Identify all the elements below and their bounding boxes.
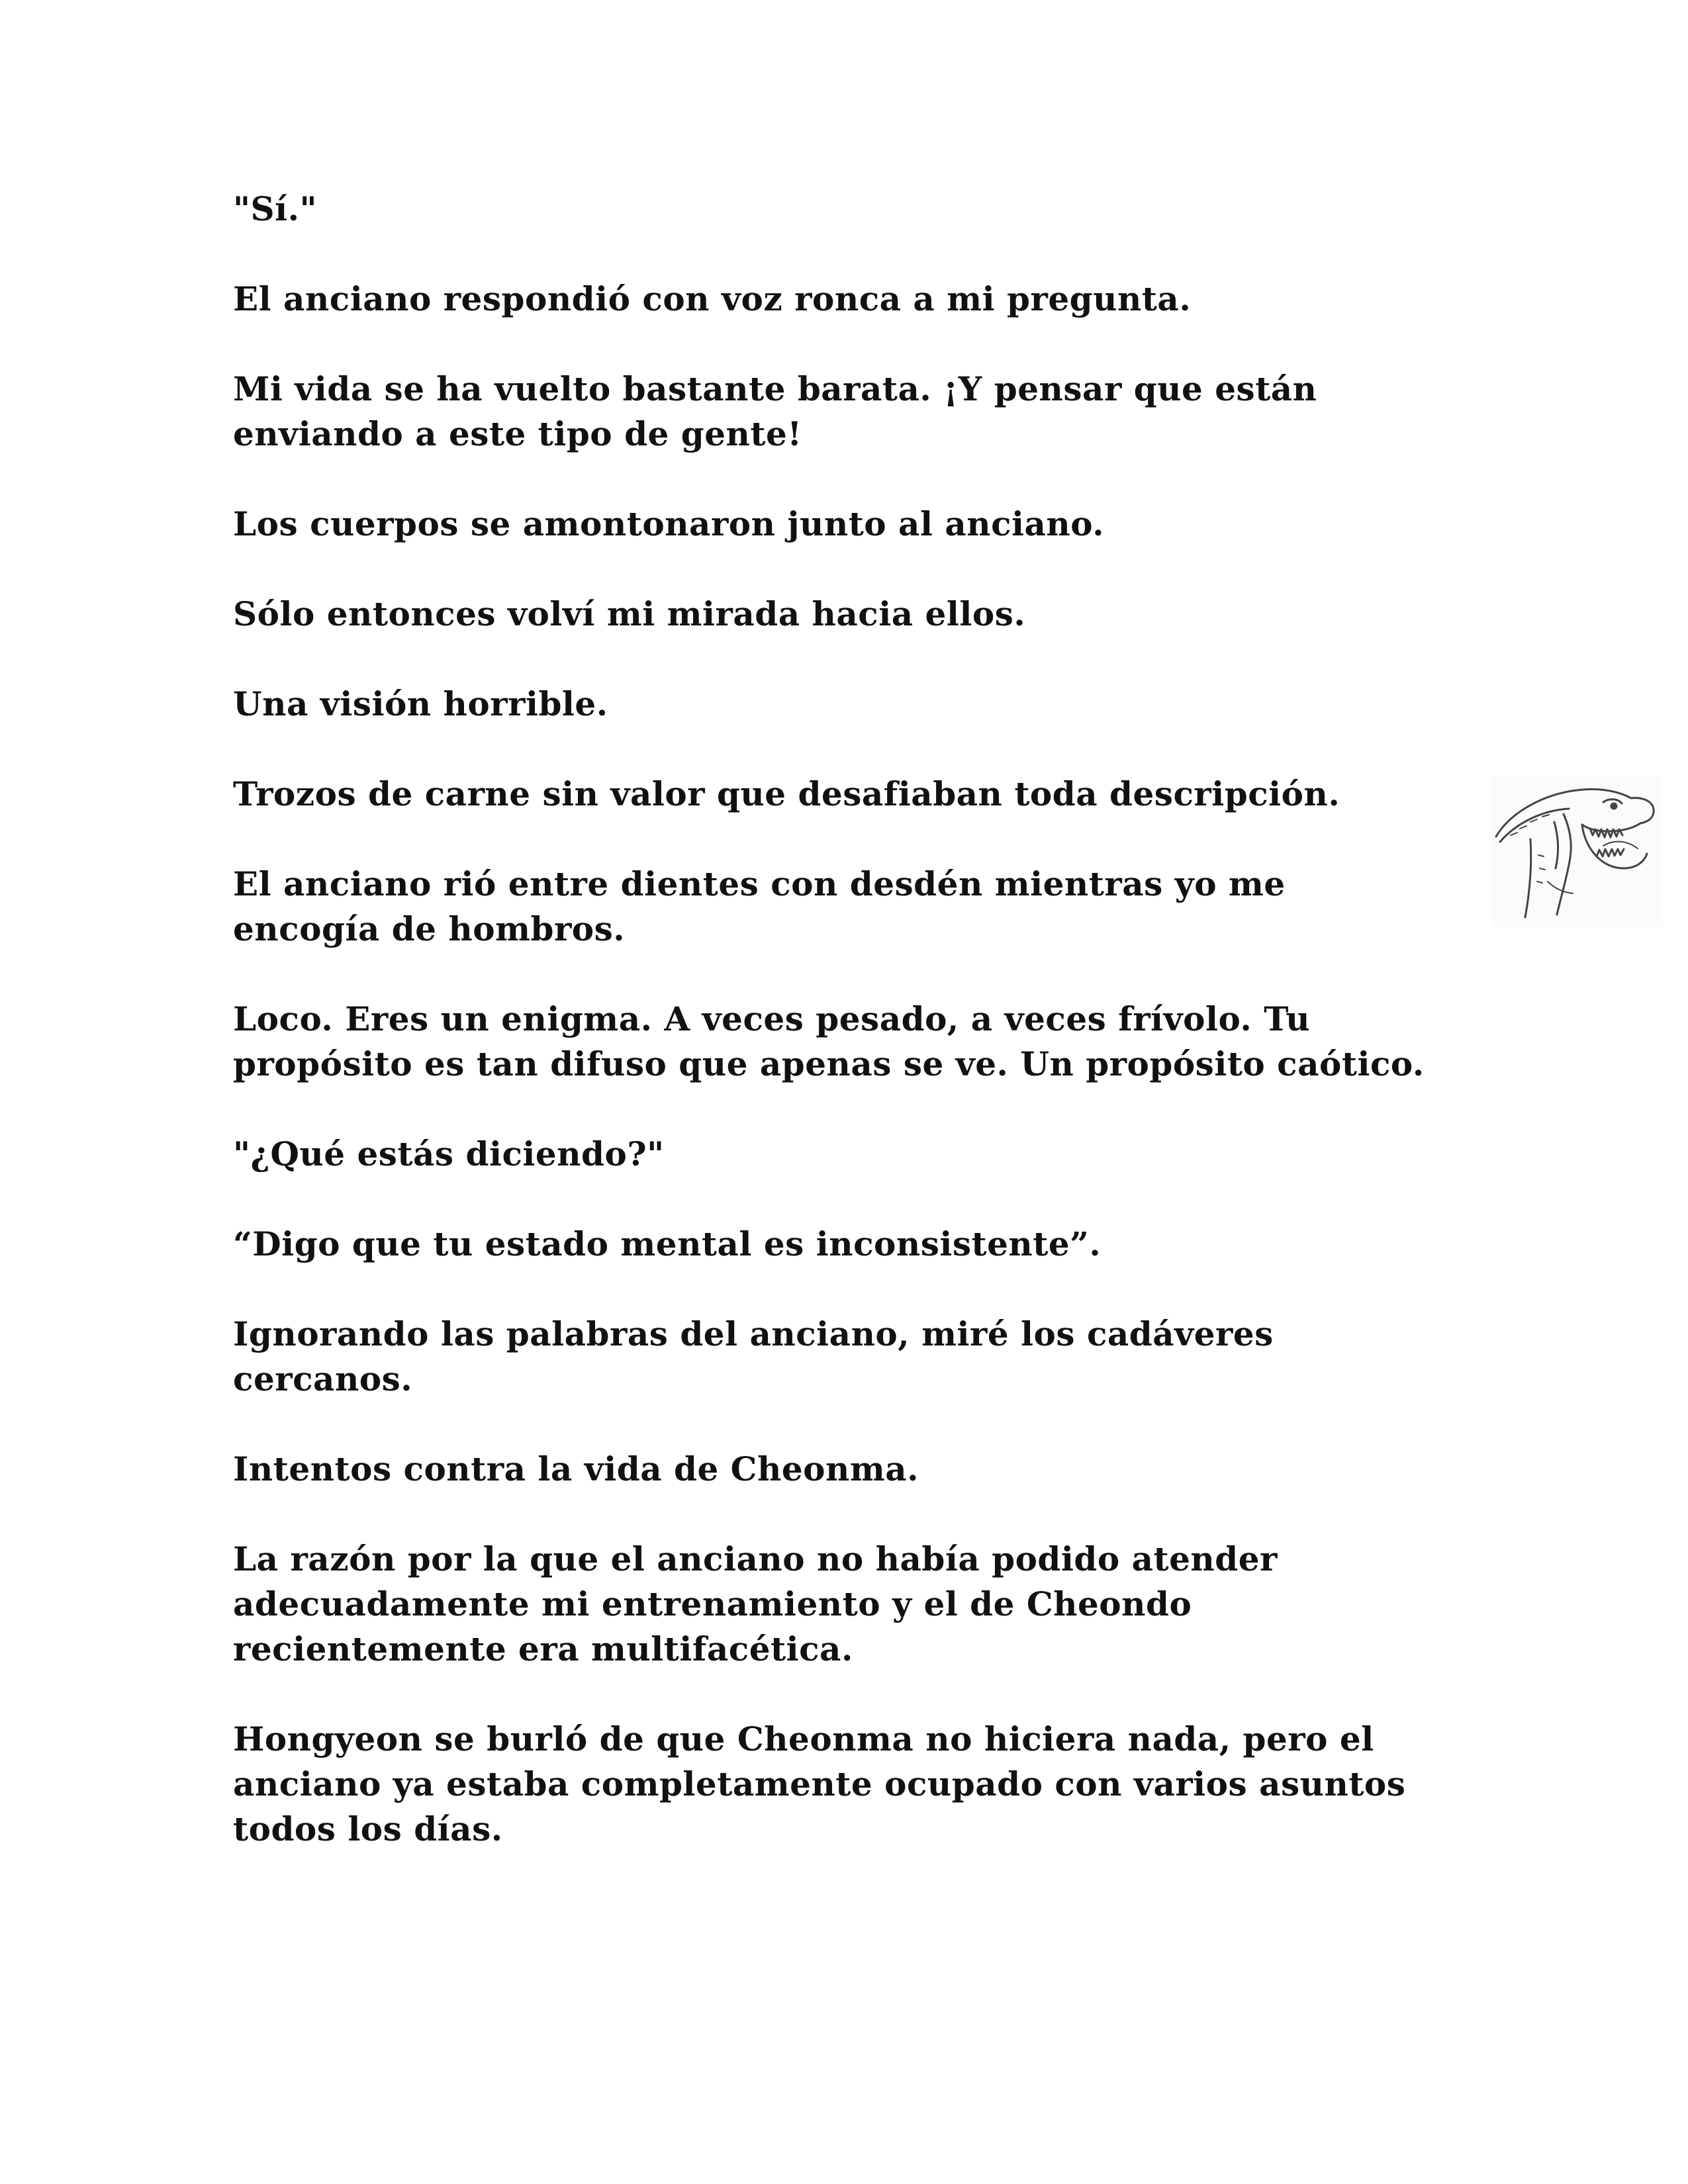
paragraph-10: "¿Qué estás diciendo?" [233, 1134, 665, 1173]
dinosaur-head-icon [1491, 776, 1663, 928]
paragraph-4: Los cuerpos se amontonaron junto al anciano. [233, 504, 1105, 543]
paragraph-9: Loco. Eres un enigma. A veces pesado, a veces frívolo. Tu propósito es tan difuso que apenas se ve. Un propósito caótico. [233, 999, 1425, 1083]
paragraph-12: Ignorando las palabras del anciano, miré los cadáveres cercanos. [233, 1314, 1274, 1398]
paragraph-2: El anciano respondió con voz ronca a mi pregunta. [233, 279, 1192, 318]
paragraph-3: Mi vida se ha vuelto bastante barata. ¡Y pensar que están enviando a este tipo de gente! [233, 369, 1317, 453]
story-text [233, 187, 1438, 1897]
paragraph-11: “Digo que tu estado mental es inconsistente”. [233, 1224, 1102, 1263]
paragraph-15: Hongyeon se burló de que Cheonma no hiciera nada, pero el anciano ya estaba completamente ocupado con varios asuntos todos los días. [233, 1719, 1406, 1848]
paragraph-14: La razón por la que el anciano no había podido atender adecuadamente mi entrenamiento y el de Cheondo recientemente era multifacética. [233, 1539, 1278, 1668]
paragraph-1: "Sí." [233, 189, 318, 228]
paragraph-13: Intentos contra la vida de Cheonma. [233, 1449, 919, 1488]
paragraph-5: Sólo entonces volví mi mirada hacia ellos. [233, 594, 1026, 633]
paragraph-6: Una visión horrible. [233, 684, 608, 723]
paragraph-8: El anciano rió entre dientes con desdén mientras yo me encogía de hombros. [233, 864, 1286, 948]
paragraph-7: Trozos de carne sin valor que desafiaban toda descripción. [233, 774, 1340, 813]
